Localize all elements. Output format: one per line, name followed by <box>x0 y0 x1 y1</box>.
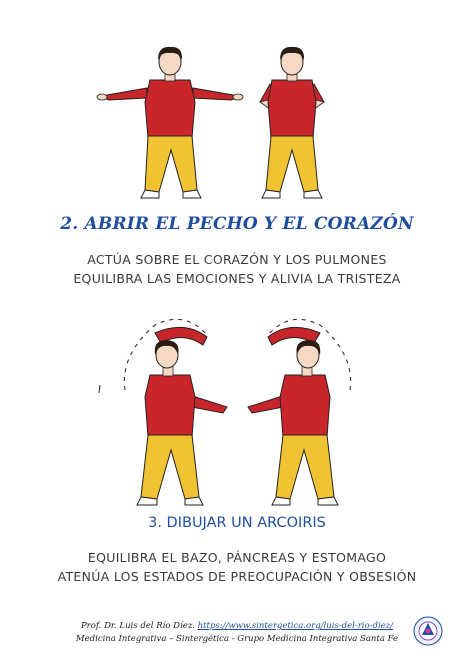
figure-arms-open-icon <box>95 40 245 205</box>
section1-line1: ACTÚA SOBRE EL CORAZÓN Y LOS PULMONES <box>87 252 387 267</box>
footer-url-link[interactable]: https://www.sintergetica.org/luis-del-rio-diez/ <box>197 621 394 631</box>
figure-rainbow-right-icon <box>240 315 380 510</box>
section2-title: 3. DIBUJAR UN ARCOIRIS <box>148 515 326 531</box>
section2-line2: ATENÚA LOS ESTADOS DE PREOCUPACIÓN Y OBSESIÓN <box>57 569 417 584</box>
section1-title: 2. ABRIR EL PECHO Y EL CORAZÓN <box>60 214 414 234</box>
logo-icon <box>413 616 443 646</box>
figure-arms-front-icon <box>252 40 332 205</box>
footer-author: Prof. Dr. Luis del Río Díez. <box>80 621 195 631</box>
section1-line2: EQUILIBRA LAS EMOCIONES Y ALIVIA LA TRISTEZA <box>73 271 401 286</box>
figure-rainbow-left-icon <box>95 315 235 510</box>
footer-line2: Medicina Integrativa – Sintergética - Grupo Medicina Integrativa Santa Fe <box>75 634 399 644</box>
section2-line1: EQUILIBRA EL BAZO, PÁNCREAS Y ESTOMAGO <box>87 550 387 565</box>
footer-line1 <box>0 621 474 631</box>
